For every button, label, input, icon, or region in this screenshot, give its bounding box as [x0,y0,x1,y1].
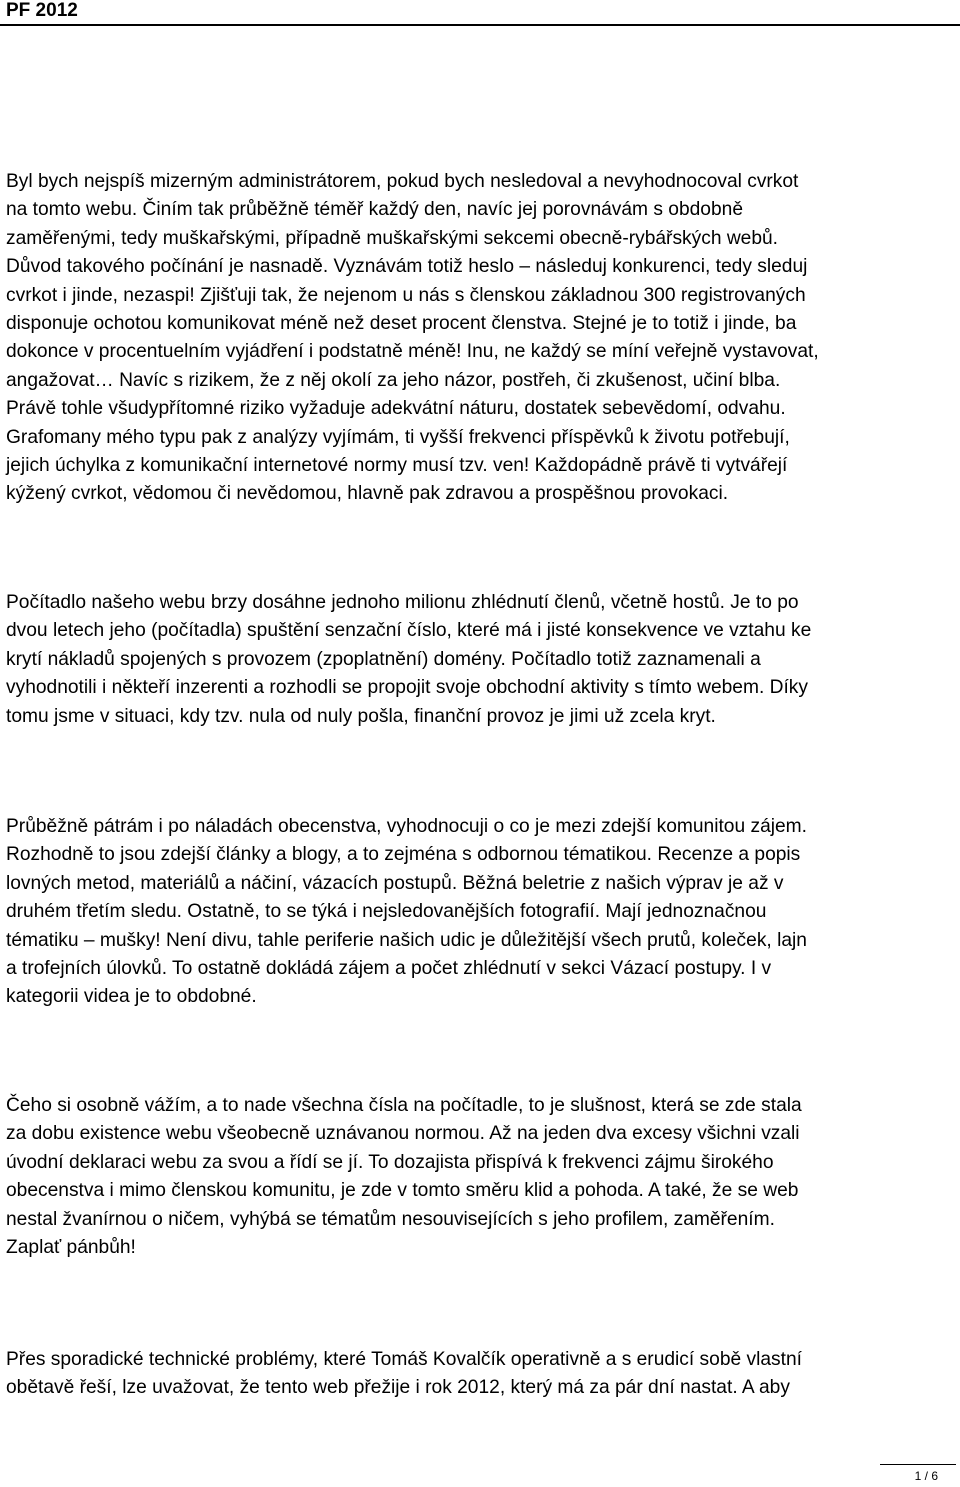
paragraph-line: zaměřenými, tedy muškařskými, případně muškařskými sekcemi obecně-rybářských webů. [6,227,779,249]
paragraph [6,1346,956,1403]
paragraph [6,168,956,509]
footer-divider [880,1464,956,1465]
paragraph-line: lovných metod, materiálů a náčiní, vázacích postupů. Běžná beletrie z našich výprav je až v [6,872,784,894]
paragraph-line: krytí nákladů spojených s provozem (zpoplatnění) domény. Počítadlo totiž zaznamenali a [6,648,761,670]
paragraph-line: dvou letech jeho (počítadla) spuštění senzační číslo, které má i jisté konsekvence ve vztahu ke [6,620,812,642]
paragraph-line: kategorii videa je to obdobné. [6,986,257,1008]
paragraph-line: úvodní deklaraci webu za svou a řídí se jí. To dozajista přispívá k frekvenci zájmu širokého [6,1151,774,1173]
paragraph-line: Byl bych nejspíš mizerným administrátorem, pokud bych nesledoval a nevyhodnocoval cvrkot [6,171,799,192]
paragraph-line: a trofejních úlovků. To ostatně dokládá zájem a počet zhlédnutí v sekci Vázací postupy. I v [6,958,772,980]
paragraph-line: disponuje ochotou komunikovat méně než deset procent členstva. Stejné je to totiž i jinde, ba [6,313,797,335]
paragraph-line: obětavě řeší, lze uvažovat, že tento web přežije i rok 2012, který má za pár dní nastat. A aby [6,1377,790,1399]
paragraph-line: nestal žvanírnou o ničem, vyhýbá se tématům nesouvisejících s jeho profilem, zaměřením. [6,1208,775,1230]
paragraph-line: dokonce v procentuelním vyjádření i podstatně méně! Inu, ne každý se míní veřejně vystavovat, [6,341,819,363]
page-number: 1 / 6 [914,1469,938,1483]
paragraph-line: vyhodnotili i někteří inzerenti a rozhodli se propojit svoje obchodní aktivity s tímto webem. Díky [6,677,808,699]
paragraph-line: na tomto webu. Činím tak průběžně téměř každý den, navíc jej porovnávám s obdobně [6,199,743,221]
paragraph-line: Grafomany mého typu pak z analýzy vyjímám, ti vyšší frekvenci příspěvků k životu potřebují, [6,426,790,448]
document-title: PF 2012 [6,0,78,21]
paragraph-line: kýžený cvrkot, vědomou či nevědomou, hlavně pak zdravou a prospěšnou provokaci. [6,483,729,505]
paragraph-line: Důvod takového počínání je nasnadě. Vyznávám totiž heslo – následuj konkurenci, tedy sleduj [6,256,808,278]
paragraph [6,813,956,1012]
paragraph-line: druhém třetím sledu. Ostatně, to se týká i nejsledovanějších fotografií. Mají jednoznačnou [6,901,767,923]
paragraph-line: Čeho si osobně vážím, a to nade všechna čísla na počítadle, to je slušnost, která se zde stala [6,1095,802,1116]
paragraph-line: Přes sporadické technické problémy, které Tomáš Kovalčík operativně a s erudicí sobě vlastní [6,1349,802,1370]
paragraph-line: Zaplať pánbůh! [6,1237,136,1259]
paragraph-line: tomu jsme v situaci, kdy tzv. nula od nuly pošla, finanční provoz je jimi už zcela kryt. [6,705,716,727]
header-divider [0,24,960,26]
paragraph-line: angažovat… Navíc s rizikem, že z něj okolí za jeho názor, postřeh, či zkušenost, učiní blba. [6,369,781,391]
paragraph-line: obecenstva i mimo členskou komunitu, je zde v tomto směru klid a pohoda. A také, že se web [6,1180,799,1202]
paragraph-line: Počítadlo našeho webu brzy dosáhne jednoho milionu zhlédnutí členů, včetně hostů. Je to po [6,592,799,613]
paragraph [6,1092,956,1262]
paragraph-line: Právě tohle všudypřítomné riziko vyžaduje adekvátní náturu, dostatek sebevědomí, odvahu. [6,398,786,420]
paragraph-line: Rozhodně to jsou zdejší články a blogy, a to zejména s odbornou tématikou. Recenze a popis [6,844,801,866]
paragraph-line: za dobu existence webu všeobecně uznávanou normou. Až na jeden dva excesy všichni vzali [6,1123,800,1145]
paragraph-line: cvrkot i jinde, nezaspi! Zjišťuji tak, že nejenom u nás s členskou základnou 300 registrovaných [6,284,806,306]
paragraph-line: tématiku – mušky! Není divu, tahle periferie našich udic je důležitější všech prutů, koleček, lajn [6,929,807,951]
paragraph-line: jejich úchylka z komunikační internetové normy musí tzv. ven! Každopádně právě ti vytvářejí [6,455,788,477]
paragraph [6,589,956,731]
paragraph-line: Průběžně pátrám i po náladách obecenstva, vyhodnocuji o co je mezi zdejší komunitou zájem. [6,816,807,837]
